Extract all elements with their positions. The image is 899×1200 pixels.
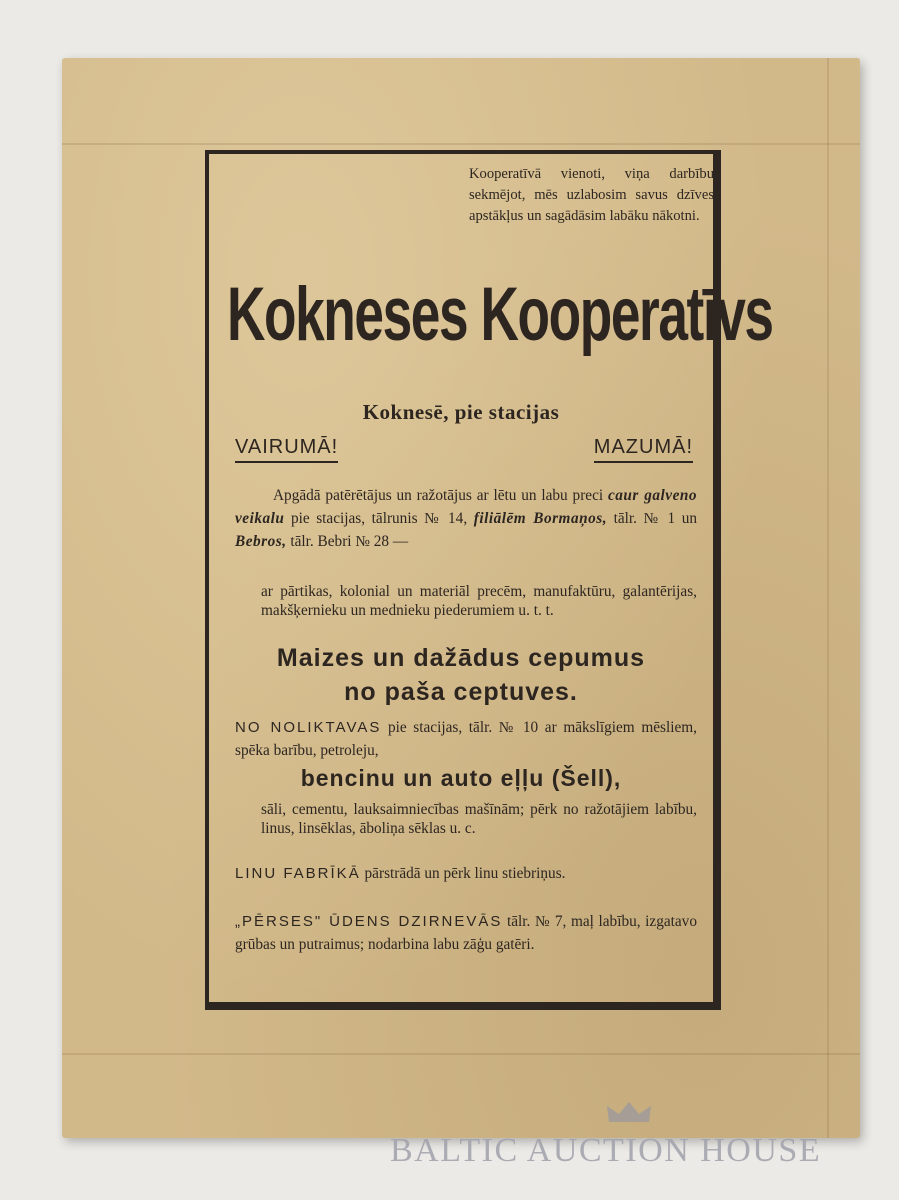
para-text: Apgādā patērētājus un ražotājus ar lētu un labu preci [273,487,604,504]
mill-text: tālr. № 7, maļ labību, izgatavo grūbas un putraimus; nodarbina labu zāģu gatēri. [235,913,697,953]
farm-paragraph: sāli, cementu, lauksaimniecības mašīnām; pērk no ražotājiem labību, linus, linsēklas, āboliņa sēklas u. c. [261,801,697,837]
fold-line [827,58,829,1138]
motto-text: Kooperatīvā vienoti, viņa darbību sekmējot, mēs uzlabosim savus dzīves apstākļus un sagādāsim labāku nākotni. [469,166,714,224]
location-subtitle: Koknesē, pie stacijas [362,400,560,424]
supply-paragraph [235,484,697,553]
watermark: BALTIC AUCTION HOUSE [390,1132,822,1169]
flax-caps: LINU FABRĪKĀ [235,865,361,882]
branch-text: filiālēm Bormaņos, [473,510,608,527]
crown-icon [605,1100,653,1126]
page-title: Kokneses Kooperatīvs [227,272,773,357]
bebri-text: Bebros, [235,533,287,550]
warehouse-caps: NO NOLIKTAVAS [235,719,382,736]
flax-paragraph [235,862,697,885]
main-shop-text: caur galveno veikalu [235,487,698,527]
fuel-headline: bencinu un auto eļļu (Šell), [300,765,622,791]
bakery-headline-1: Maizes un dažādus cepumus [276,644,646,672]
mill-caps: „PĒRSES" ŪDENS DZIRNEVĀS [235,913,503,930]
wholesale-label: VAIRUMĀ! [235,436,338,463]
fold-line [62,1053,860,1055]
bakery-headline-2: no paša ceptuves. [344,678,578,706]
warehouse-paragraph [235,716,697,762]
warehouse-text: pie stacijas, tālr. № 10 ar mākslīgiem mēsliem, spēka barību, petroleju, [235,719,697,759]
mill-paragraph [235,910,697,956]
advertisement-frame [205,150,773,1010]
fold-line [62,143,860,145]
para-text: tālr. Bebri № 28 — [290,533,409,550]
para-text: tālr. № 1 un [613,510,697,527]
flax-text: pārstrādā un pērk linu stiebriņus. [364,865,566,882]
retail-label: MAZUMĀ! [594,436,693,463]
goods-paragraph: ar pārtikas, kolonial un materiāl precēm, manufaktūru, galantērijas, makšķernieku un mednieku piederumiem u. t. t. [261,583,697,619]
para-text: pie stacijas, tālrunis № 14, [290,510,468,527]
